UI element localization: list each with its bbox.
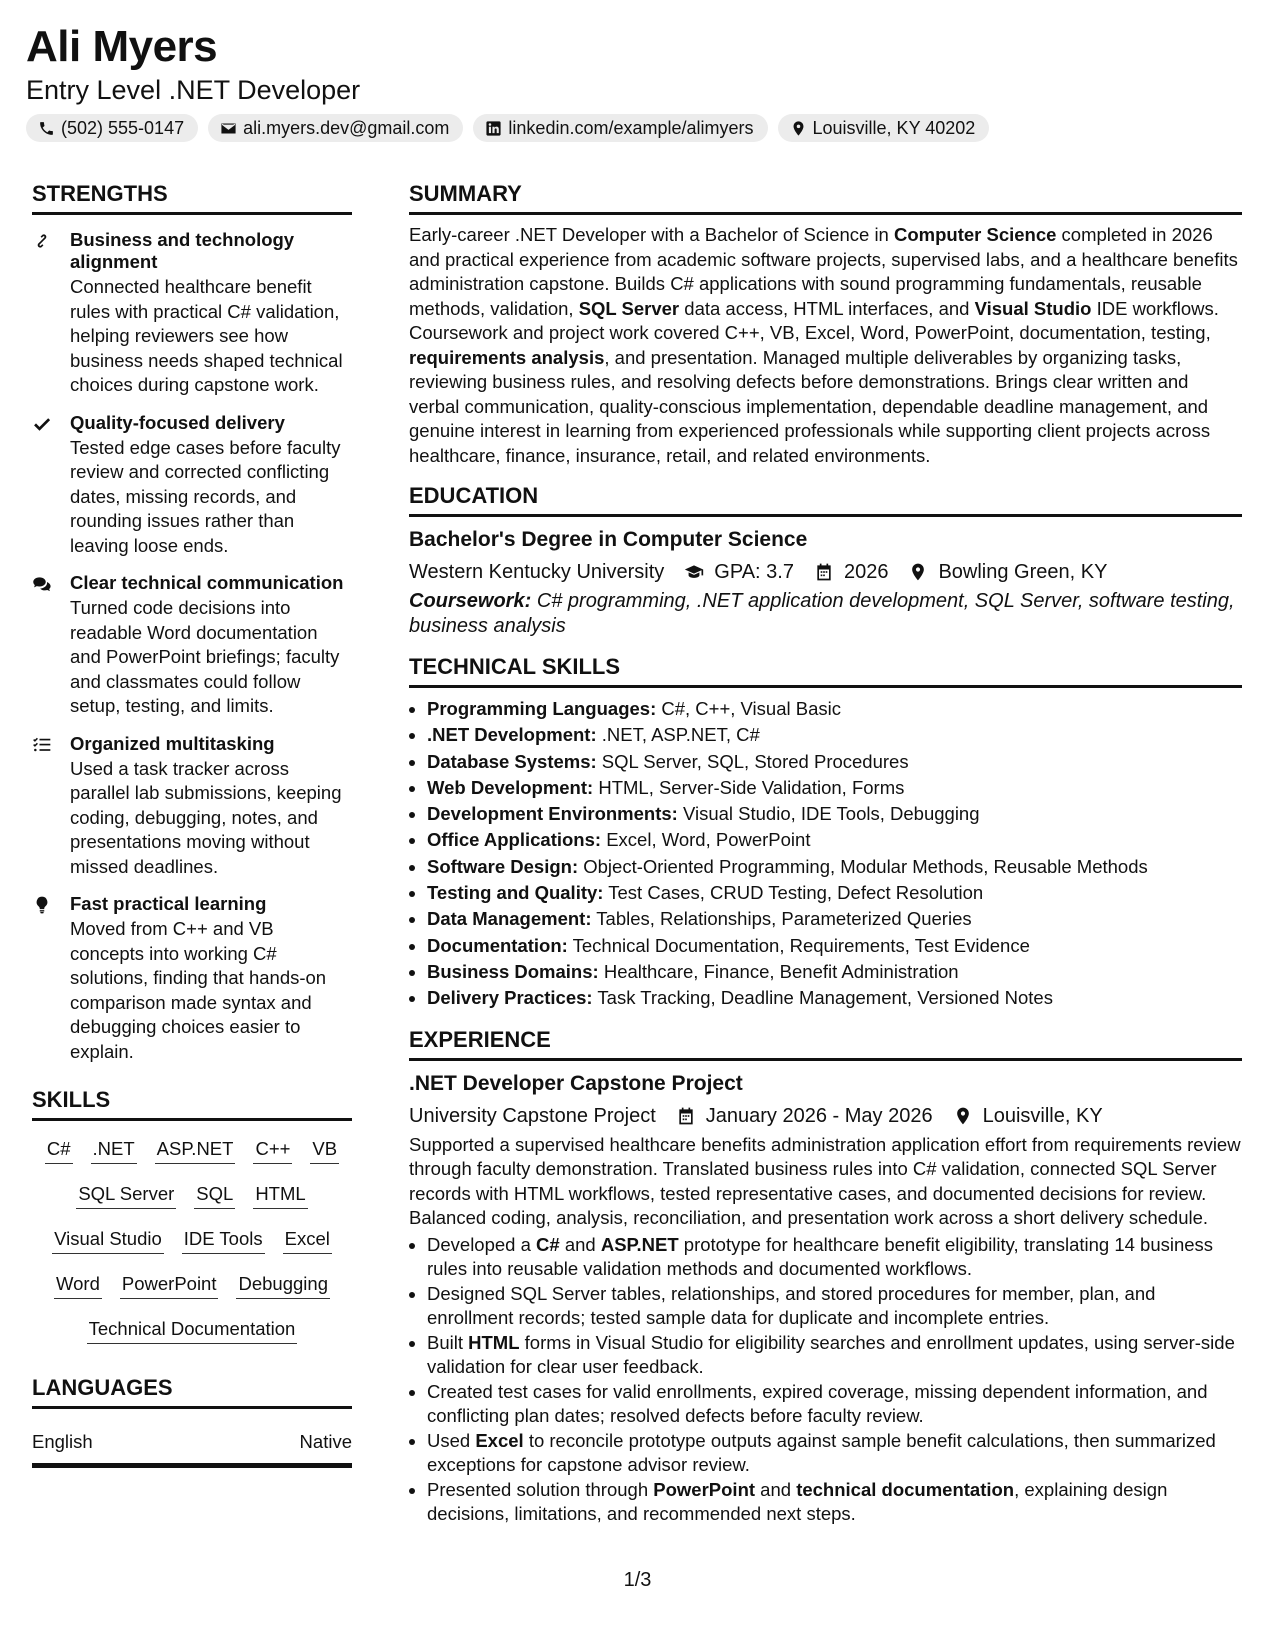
skill-category: Development Environments: xyxy=(427,803,678,825)
education-meta xyxy=(409,559,1242,585)
strength-title: Fast practical learning xyxy=(70,893,267,914)
bullet-text: Created test cases for valid enrollments, expired coverage, missing dependent information, and conflicting plan dates; resolved defects before faculty review. xyxy=(427,1380,1208,1427)
strength-item xyxy=(32,893,352,1064)
coursework-label: Coursework: xyxy=(409,590,532,612)
section-divider xyxy=(409,1058,1242,1061)
school-location: Bowling Green, KY xyxy=(938,561,1108,583)
technical-skill-item xyxy=(427,933,1242,959)
skill-category: Delivery Practices: xyxy=(427,987,593,1009)
checkmark-icon xyxy=(32,414,52,434)
bullet-text: Built xyxy=(427,1331,469,1353)
skill-values: SQL Server, SQL, Stored Procedures xyxy=(596,750,909,772)
skill-values: Test Cases, CRUD Testing, Defect Resolution xyxy=(603,882,984,904)
language-level: Native xyxy=(299,1431,352,1452)
strength-item xyxy=(32,412,352,559)
skill-values: Healthcare, Finance, Benefit Administration xyxy=(598,960,959,982)
skill-category: Data Management: xyxy=(427,908,592,930)
coursework-list: C# programming, .NET application development, SQL Server, software testing, business analysis xyxy=(409,590,1235,637)
technical-skill-item xyxy=(427,722,1242,748)
bullet-text: to reconcile prototype outputs against sample benefit calculations, then summarized exceptions for capstone advisor review. xyxy=(427,1429,1216,1476)
candidate-name: Ali Myers xyxy=(26,22,218,71)
skill-tag: .NET xyxy=(91,1137,137,1164)
skill-tag: SQL Server xyxy=(76,1182,176,1209)
technical-skill-item xyxy=(427,696,1242,722)
summary-text: completed in 2026 and practical experience from academic software projects, supervised labs, and a healthcare benefits administration capstone. Builds C# applications with sound programming fundamentals, reusable methods, validation, xyxy=(409,224,1238,319)
skill-category: .NET Development: xyxy=(427,724,597,746)
strength-item xyxy=(32,572,352,719)
job-dates: January 2026 - May 2026 xyxy=(705,1104,933,1127)
skill-category: Documentation: xyxy=(427,934,568,956)
bullet-emphasis: ASP.NET xyxy=(600,1233,679,1255)
skill-tag: PowerPoint xyxy=(120,1272,219,1299)
experience-heading: EXPERIENCE xyxy=(409,1026,551,1052)
strengths-section xyxy=(32,180,352,1064)
technical-skill-item xyxy=(427,775,1242,801)
calendar-icon xyxy=(814,562,834,582)
job-bullet xyxy=(427,1429,1242,1478)
strength-item xyxy=(32,733,352,880)
contact-linkedin[interactable] xyxy=(473,114,767,142)
job-bullet xyxy=(427,1233,1242,1282)
strength-title: Organized multitasking xyxy=(70,732,275,754)
bullet-text: Presented solution through xyxy=(427,1478,654,1500)
skill-tag: Debugging xyxy=(236,1272,330,1299)
education-heading: EDUCATION xyxy=(409,483,539,508)
technical-skill-item xyxy=(427,985,1242,1011)
job-bullet xyxy=(427,1331,1242,1380)
summary-section xyxy=(409,180,1242,468)
strength-title: Business and technology alignment xyxy=(70,229,295,272)
bullet-text: Designed SQL Server tables, relationships, and stored procedures for member, plan, and enrollment records; tested sample data for duplicate and incomplete entries. xyxy=(427,1282,1156,1329)
bullet-text: and xyxy=(559,1233,601,1255)
skill-tag: Excel xyxy=(283,1227,332,1254)
calendar-icon xyxy=(676,1106,696,1126)
strength-description: Used a task tracker across parallel lab submissions, keeping coding, debugging, notes, and presentations moving without missed deadlines. xyxy=(70,757,342,877)
summary-emphasis: Visual Studio xyxy=(974,297,1092,319)
skills-heading: SKILLS xyxy=(32,1087,111,1112)
job-summary: Supported a supervised healthcare benefits administration application effort from requirements review through faculty demonstration. Translated business rules into C# validation, connected SQL Server records with HTML workflows, tested representative cases, and documented decisions for review. Balanced coding, analysis, reconciliation, and presentation work across a short delivery schedule. xyxy=(409,1133,1241,1229)
skill-values: Task Tracking, Deadline Management, Versioned Notes xyxy=(592,987,1053,1009)
strengths-heading: STRENGTHS xyxy=(32,181,168,206)
bullet-text: forms in Visual Studio for eligibility searches and enrollment updates, using server-side validation for clear user feedback. xyxy=(427,1331,1235,1378)
bullet-text: Developed a xyxy=(427,1233,537,1255)
skill-tag: VB xyxy=(310,1137,339,1164)
skill-category: Programming Languages: xyxy=(427,698,657,719)
summary-text: Early-career .NET Developer with a Bachelor of Science in xyxy=(409,224,894,245)
skill-values: Technical Documentation, Requirements, Test Evidence xyxy=(567,934,1030,956)
bullet-emphasis: C# xyxy=(536,1233,560,1255)
contact-location xyxy=(778,114,990,142)
phone-icon xyxy=(38,120,55,137)
strength-description: Tested edge cases before faculty review and corrected conflicting dates, missing records, and rounding issues rather than leaving loose ends. xyxy=(70,436,341,556)
section-divider xyxy=(32,1406,352,1409)
skill-tag: HTML xyxy=(253,1182,307,1209)
skill-tag: Visual Studio xyxy=(52,1227,164,1254)
technical-skill-item xyxy=(427,827,1242,853)
skill-tag: IDE Tools xyxy=(182,1227,265,1254)
section-divider xyxy=(409,514,1242,517)
candidate-title: Entry Level .NET Developer xyxy=(26,75,361,105)
summary-text: data access, HTML interfaces, and xyxy=(679,297,975,319)
languages-heading: LANGUAGES xyxy=(32,1375,173,1400)
skill-tag: SQL xyxy=(194,1182,235,1209)
summary-text xyxy=(409,223,1242,468)
technical-skill-item xyxy=(427,854,1242,880)
skill-values: Tables, Relationships, Parameterized Queries xyxy=(591,908,972,930)
languages-section xyxy=(32,1374,352,1468)
language-name: English xyxy=(32,1431,93,1452)
bullet-emphasis: Excel xyxy=(475,1429,524,1451)
job-organization: University Capstone Project xyxy=(409,1104,656,1127)
technical-skill-item xyxy=(427,749,1242,775)
contact-bar xyxy=(26,114,989,142)
section-divider xyxy=(32,1118,352,1121)
strength-description: Connected healthcare benefit rules with practical C# validation, helping reviewers see how business needs shaped technical choices during capstone work. xyxy=(70,276,343,395)
skill-values: Excel, Word, PowerPoint xyxy=(601,829,811,851)
job-bullet xyxy=(427,1478,1242,1527)
job-meta xyxy=(409,1103,1242,1129)
job-bullets xyxy=(409,1233,1242,1527)
skills-section xyxy=(32,1086,352,1344)
bullet-emphasis: HTML xyxy=(468,1331,520,1353)
strength-description: Moved from C++ and VB concepts into working C# solutions, finding that hands-on comparison made syntax and debugging choices easier to explain. xyxy=(70,918,327,1062)
page-number: 1/3 xyxy=(623,1569,652,1591)
skill-tag: ASP.NET xyxy=(155,1137,236,1164)
skill-category: Database Systems: xyxy=(427,750,597,772)
job-bullet xyxy=(427,1282,1242,1331)
coursework xyxy=(409,589,1242,639)
left-column xyxy=(32,180,352,1468)
comments-icon xyxy=(32,574,52,594)
task-list-icon xyxy=(32,735,52,755)
contact-location-text: Louisville, KY 40202 xyxy=(812,117,976,138)
bullet-text: prototype for healthcare benefit eligibility, translating 14 business rules into reusable validation methods and documented workflows. xyxy=(427,1233,1214,1280)
skill-tag: Technical Documentation xyxy=(87,1317,298,1344)
summary-emphasis: requirements analysis xyxy=(409,346,605,368)
technical-skill-item xyxy=(427,801,1242,827)
degree-title: Bachelor's Degree in Computer Science xyxy=(409,528,808,551)
technical-skill-item xyxy=(427,959,1242,985)
contact-phone[interactable] xyxy=(26,114,198,142)
skill-tag: Word xyxy=(54,1272,102,1299)
strength-description: Turned code decisions into readable Word documentation and PowerPoint briefings; faculty and classmates could follow setup, testing, and limits. xyxy=(70,597,340,716)
summary-emphasis: SQL Server xyxy=(578,297,680,319)
strength-title: Quality-focused delivery xyxy=(70,411,285,433)
graduation-year: 2026 xyxy=(843,561,889,583)
envelope-icon xyxy=(220,120,237,137)
job-bullet xyxy=(427,1380,1242,1429)
bullet-text: Used xyxy=(427,1429,476,1451)
contact-email-text: ali.myers.dev@gmail.com xyxy=(243,117,450,138)
lightbulb-icon xyxy=(32,895,52,915)
resume-header xyxy=(26,22,360,106)
technical-skills-list xyxy=(409,696,1242,1012)
skill-values: C#, C++, Visual Basic xyxy=(656,698,841,719)
strength-title: Clear technical communication xyxy=(70,572,344,593)
section-divider xyxy=(32,212,352,215)
bullet-text: and xyxy=(755,1478,797,1500)
linkedin-icon xyxy=(485,120,502,137)
bullet-text: , explaining design decisions, limitations, and recommended next steps. xyxy=(427,1478,1168,1525)
experience-section xyxy=(409,1026,1242,1527)
technical-skill-item xyxy=(427,906,1242,932)
skill-category: Software Design: xyxy=(427,855,579,877)
bullet-emphasis: PowerPoint xyxy=(653,1478,756,1500)
gpa: GPA: 3.7 xyxy=(714,561,794,583)
technical-skill-item xyxy=(427,880,1242,906)
strength-item xyxy=(32,229,352,398)
map-pin-icon xyxy=(953,1106,973,1126)
map-pin-icon xyxy=(790,120,807,137)
skill-values: Object-Oriented Programming, Modular Methods, Reusable Methods xyxy=(578,855,1148,877)
job-role: .NET Developer Capstone Project xyxy=(409,1071,743,1095)
right-column xyxy=(409,180,1242,1527)
job-location: Louisville, KY xyxy=(982,1104,1103,1127)
summary-heading: SUMMARY xyxy=(409,181,522,206)
education-section xyxy=(409,482,1242,639)
skill-category: Testing and Quality: xyxy=(427,882,604,904)
skill-category: Office Applications: xyxy=(427,829,602,851)
summary-emphasis: Computer Science xyxy=(893,224,1057,245)
skill-tag: C++ xyxy=(253,1137,292,1164)
skill-values: Visual Studio, IDE Tools, Debugging xyxy=(677,803,980,825)
technical-skills-section xyxy=(409,653,1242,1012)
bullet-emphasis: technical documentation xyxy=(796,1478,1015,1500)
skill-tag: C# xyxy=(45,1137,73,1164)
map-pin-icon xyxy=(908,562,928,582)
technical-skills-heading: TECHNICAL SKILLS xyxy=(409,654,621,679)
contact-email[interactable] xyxy=(208,114,463,142)
link-icon xyxy=(32,231,52,251)
skill-category: Web Development: xyxy=(427,776,594,798)
contact-linkedin-text: linkedin.com/example/alimyers xyxy=(508,117,754,138)
summary-text: IDE workflows. Coursework and project work covered C++, VB, Excel, Word, PowerPoint, documentation, testing, xyxy=(409,297,1219,343)
section-divider xyxy=(409,212,1242,215)
contact-phone-text: (502) 555-0147 xyxy=(61,117,185,138)
school-name: Western Kentucky University xyxy=(409,561,665,583)
section-divider xyxy=(409,685,1242,688)
graduation-cap-icon xyxy=(684,562,704,582)
skill-values: .NET, ASP.NET, C# xyxy=(596,724,760,746)
skills-tags xyxy=(32,1137,352,1344)
summary-text: , and presentation. Managed multiple deliverables by organizing tasks, reviewing business rules, and resolving defects before demonstrations. Brings clear written and verbal communication, quality-conscious implementation, dependable deadline management, and genuine interest in learning from experienced professionals while supporting client projects across healthcare, finance, insurance, retail, and related environments. xyxy=(409,346,1211,466)
skill-category: Business Domains: xyxy=(427,960,599,982)
skill-values: HTML, Server-Side Validation, Forms xyxy=(593,776,905,798)
language-row xyxy=(32,1431,352,1468)
